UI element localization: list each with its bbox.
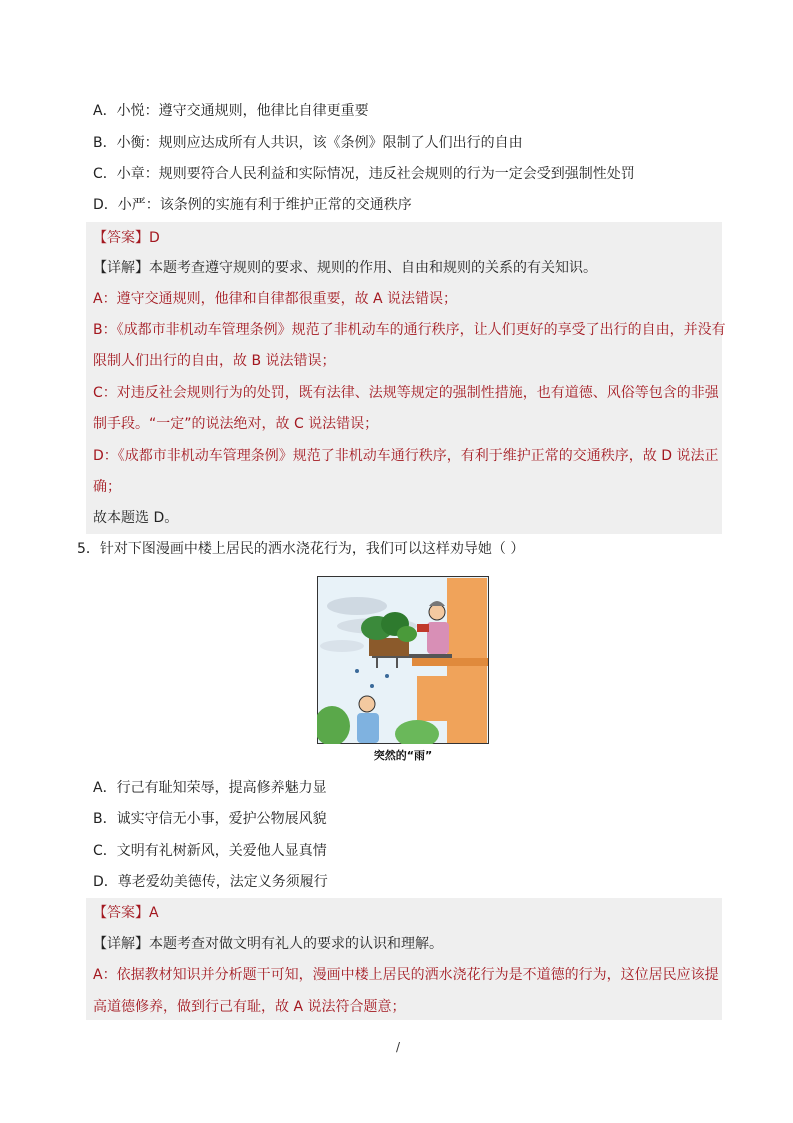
q5-option-b: B．诚实守信无小事，爱护公物展风貌 [93,811,327,827]
q5-option-c: C．文明有礼树新风，关爱他人显真情 [93,843,327,859]
q4-explain-head: 【详解】本题考查遵守规则的要求、规则的作用、自由和规则的关系的有关知识。 [93,260,597,276]
q5-explain-line: 高道德修养，做到行己有耻，故 A 说法符合题意； [93,999,406,1015]
comic-caption: 突然的“雨” [373,749,433,762]
q4-option-a: A．小悦：遵守交通规则，他律比自律更重要 [93,103,369,119]
q4-explain-line: D：《成都市非机动车管理条例》规范了非机动车通行秩序，有利于维护正常的交通秩序，故 D 说法正 [93,448,719,464]
comic-illustration [317,576,489,766]
q4-explain-line: B：《成都市非机动车管理条例》规范了非机动车的通行秩序，让人们更好的享受了出行的自由，并没有 [93,322,726,338]
q4-conclusion: 故本题选 D。 [93,510,179,526]
q5-option-a: A．行己有耻知荣辱，提高修养魅力显 [93,780,327,796]
q4-explain-line: C：对违反社会规则行为的处罚，既有法律、法规等规定的强制性措施，也有道德、风俗等包含的非强 [93,385,719,401]
q4-explain-line: A：遵守交通规则，他律和自律都很重要，故 A 说法错误； [93,291,458,307]
q4-option-d: D．小严：该条例的实施有利于维护正常的交通秩序 [93,197,412,213]
q4-explain-line: 确； [93,479,121,495]
q5-explain-head: 【详解】本题考查对做文明有礼人的要求的认识和理解。 [93,936,443,952]
q4-option-c: C．小章：规则要符合人民利益和实际情况，违反社会规则的行为一定会受到强制性处罚 [93,166,635,182]
q5-stem: 5．针对下图漫画中楼上居民的洒水浇花行为，我们可以这样劝导她（ ） [77,541,525,557]
q5-explain-line: A：依据教材知识并分析题干可知，漫画中楼上居民的洒水浇花行为是不道德的行为，这位居民应该提 [93,967,719,983]
q4-answer: 【答案】D [93,230,160,246]
q4-option-b: B．小衡：规则应达成所有人共识，该《条例》限制了人们出行的自由 [93,135,523,151]
page-footer: / [396,1040,401,1054]
q5-option-d: D．尊老爱幼美德传，法定义务须履行 [93,874,328,890]
q5-answer: 【答案】A [93,905,159,921]
q4-explain-line: 限制人们出行的自由，故 B 说法错误； [93,353,336,369]
q4-explain-line: 制手段。“一定”的说法绝对，故 C 说法错误； [93,416,379,432]
